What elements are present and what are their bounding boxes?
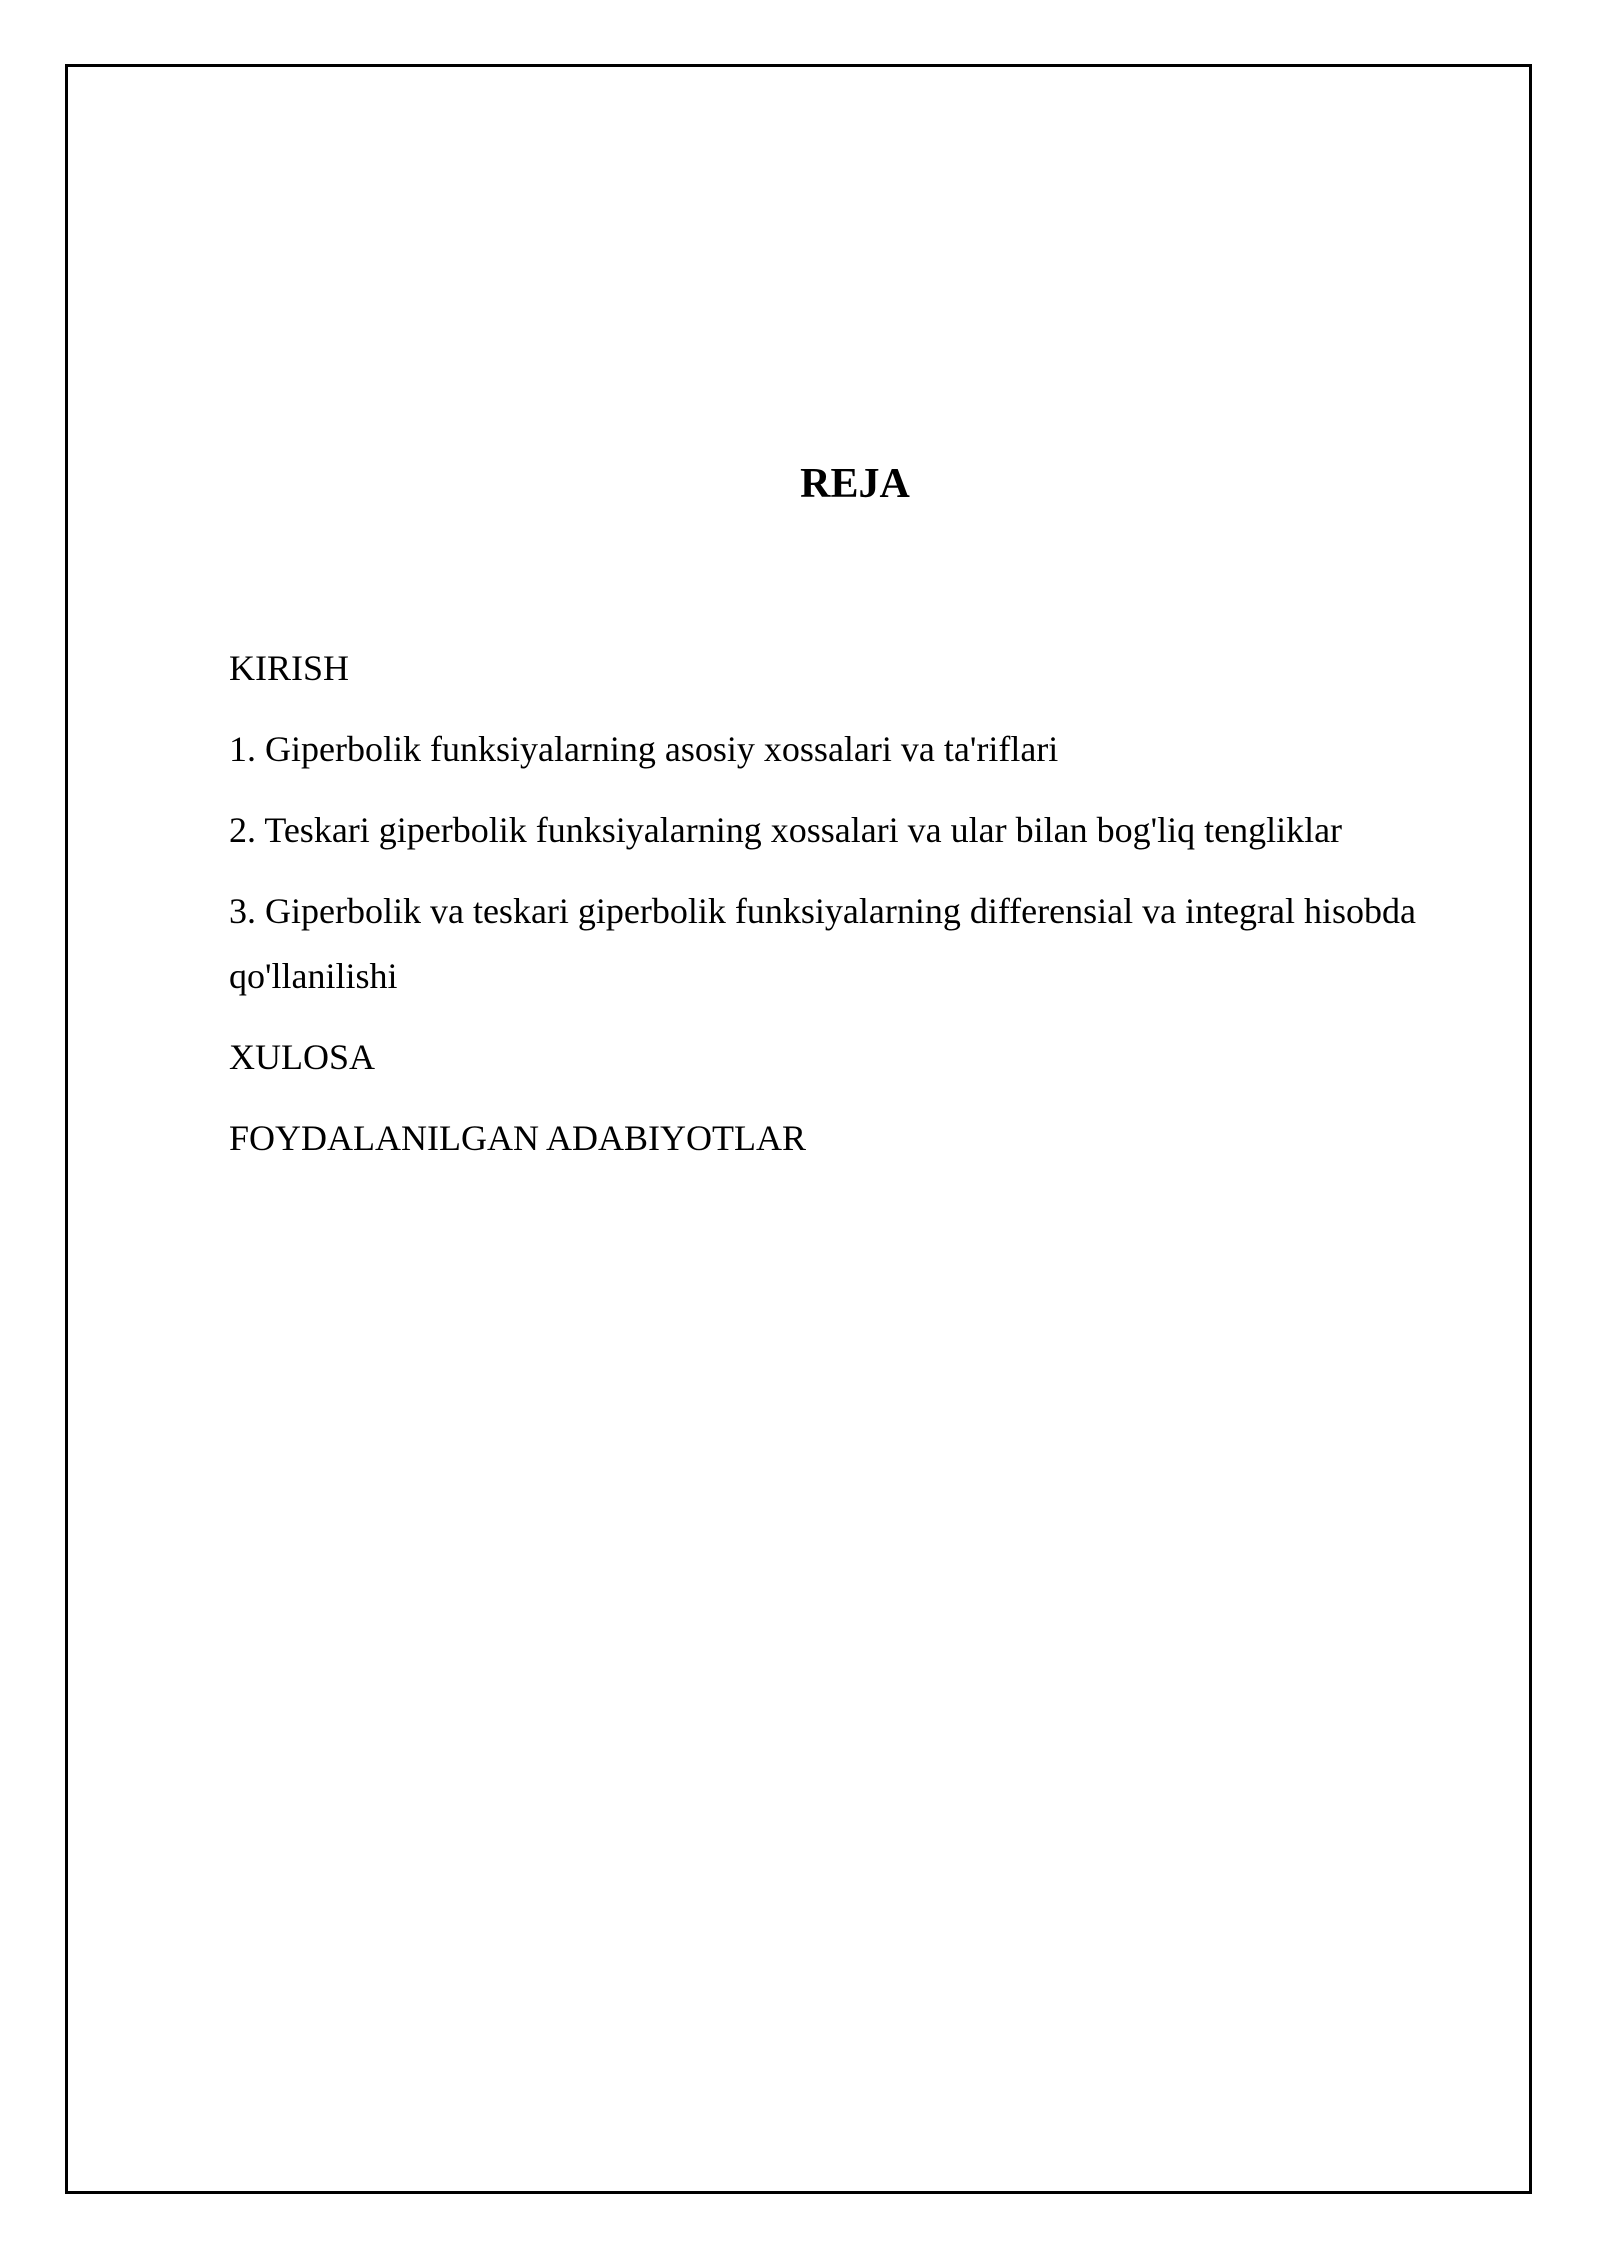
plan-item-2: 2. Teskari giperbolik funksiyalarning xossalari va ular bilan bog'liq tengliklar bbox=[229, 810, 1343, 850]
page-title: REJA bbox=[800, 461, 910, 507]
plan-item-1: 1. Giperbolik funksiyalarning asosiy xossalari va ta'riflari bbox=[229, 729, 1059, 769]
plan-item-introduction: KIRISH bbox=[229, 648, 350, 688]
plan-item-3: 3. Giperbolik va teskari giperbolik funksiyalarning differensial va integral hisobda qo'llanilishi bbox=[229, 891, 1417, 996]
plan-item-references: FOYDALANILGAN ADABIYOTLAR bbox=[229, 1118, 806, 1158]
plan-item-conclusion: XULOSA bbox=[229, 1037, 376, 1077]
plan-list bbox=[229, 636, 1479, 1187]
